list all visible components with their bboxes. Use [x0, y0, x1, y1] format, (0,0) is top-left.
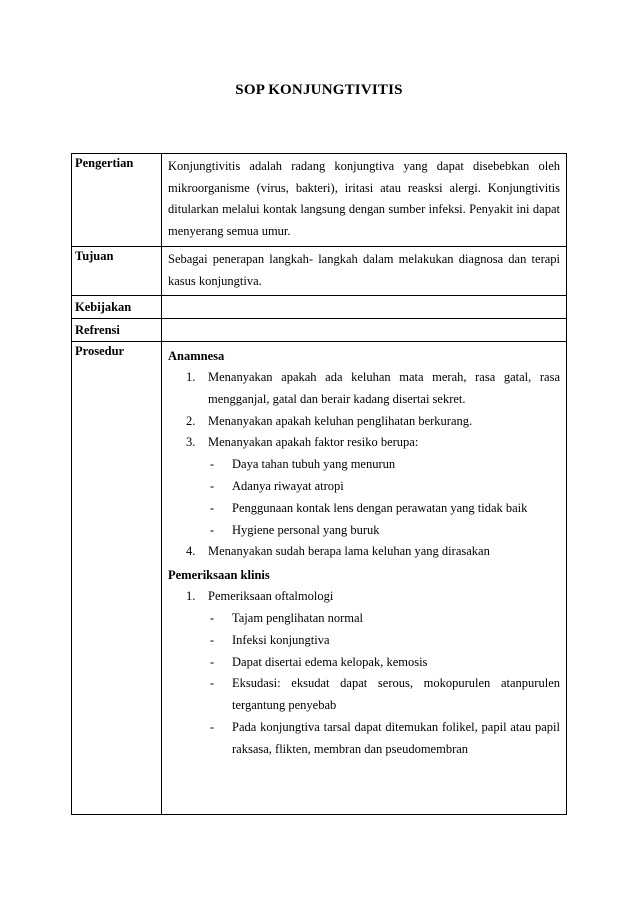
list-number: 3.: [186, 435, 196, 450]
dash-bullet: -: [210, 676, 215, 691]
sub-list-item-text: Pada konjungtiva tarsal dapat ditemukan folikel, papil atau papil raksasa, flikten, membran dan pseudomembran: [232, 719, 560, 756]
sub-list-item-text: Adanya riwayat atropi: [232, 478, 344, 493]
page-title: SOP KONJUNGTIVITIS: [235, 82, 403, 98]
list-item-text: Menanyakan sudah berapa lama keluhan yang dirasakan: [208, 544, 490, 559]
list-item-text: Menanyakan apakah ada keluhan mata merah, rasa gatal, rasa mengganjal, gatal dan berair kadang disertai sekret.: [208, 370, 560, 406]
sub-list-item: [168, 630, 560, 652]
tujuan-text: Sebagai penerapan langkah- langkah dalam melakukan diagnosa dan terapi kasus konjungtiva.: [162, 247, 567, 296]
sub-list-item: [168, 673, 560, 717]
sub-list-item: [168, 520, 560, 542]
list-item-text: Menanyakan apakah keluhan penglihatan berkurang.: [208, 413, 473, 428]
section-heading-pemeriksaan: Pemeriksaan klinis: [168, 568, 270, 583]
list-number: 1.: [186, 370, 196, 384]
list-number: 4.: [186, 544, 196, 559]
dash-bullet: -: [210, 478, 215, 493]
table-row-prosedur: [72, 342, 567, 815]
dash-bullet: -: [210, 632, 215, 647]
referensi-text: [162, 319, 567, 342]
sub-list-item-text: Penggunaan kontak lens dengan perawatan yang tidak baik: [232, 500, 528, 515]
sub-list-item: [168, 498, 560, 520]
sub-list-item-text: Hygiene personal yang buruk: [232, 522, 380, 537]
table-row-kebijakan: [72, 296, 567, 319]
pengertian-text: Konjungtivitis adalah radang konjungtiva yang dapat disebebkan oleh mikroorganisme (virus, bakteri), iritasi atau reasksi alergi. Konjungtivitis ditularkan melalui kontak langsung dengan sumber infeksi. Penyakit ini dapat menyerang semua umur.: [162, 154, 567, 247]
dash-bullet: -: [210, 654, 215, 669]
anamnesa-list: [168, 367, 560, 563]
sub-list-item-text: Dapat disertai edema kelopak, kemosis: [232, 654, 428, 669]
sub-list: [168, 608, 560, 761]
section-heading-anamnesa: Anamnesa: [168, 349, 225, 363]
pemeriksaan-list: [168, 586, 560, 760]
list-item: [168, 541, 560, 563]
sop-table: [71, 153, 567, 815]
sub-list-item-text: Eksudasi: eksudat dapat serous, mokopurulen atanpurulen tergantung penyebab: [232, 676, 560, 713]
table-row-tujuan: [72, 247, 567, 296]
sub-list-item: [168, 476, 560, 498]
row-label-referensi: Refrensi: [72, 319, 162, 342]
list-item-text: Menanyakan apakah faktor resiko berupa:: [208, 435, 419, 450]
dash-bullet: -: [210, 457, 215, 472]
sub-list-item: [168, 454, 560, 476]
list-item: [168, 367, 560, 411]
list-item: [168, 432, 560, 454]
dash-bullet: -: [210, 719, 215, 734]
sub-list-item-text: Infeksi konjungtiva: [232, 632, 330, 647]
list-item-text: Pemeriksaan oftalmologi: [208, 589, 334, 604]
dash-bullet: -: [210, 610, 215, 625]
sub-list-item-text: Tajam penglihatan normal: [232, 610, 364, 625]
dash-bullet: -: [210, 500, 215, 515]
table-row-referensi: [72, 319, 567, 342]
sub-list-item: [168, 608, 560, 630]
row-label-tujuan: Tujuan: [72, 247, 162, 296]
kebijakan-text: [162, 296, 567, 319]
row-label-pengertian: Pengertian: [72, 154, 162, 247]
sub-list-item-text: Daya tahan tubuh yang menurun: [232, 457, 396, 472]
row-label-prosedur: Prosedur: [72, 342, 162, 815]
list-number: 2.: [186, 413, 196, 428]
sub-list: [168, 454, 560, 541]
table-row-pengertian: [72, 154, 567, 247]
sub-list-item: [168, 717, 560, 761]
list-item: [168, 411, 560, 433]
dash-bullet: -: [210, 522, 215, 537]
list-item: [168, 586, 560, 608]
sub-list-item: [168, 652, 560, 674]
prosedur-content: [162, 342, 567, 815]
list-number: 1.: [186, 589, 196, 604]
row-label-kebijakan: Kebijakan: [72, 296, 162, 319]
